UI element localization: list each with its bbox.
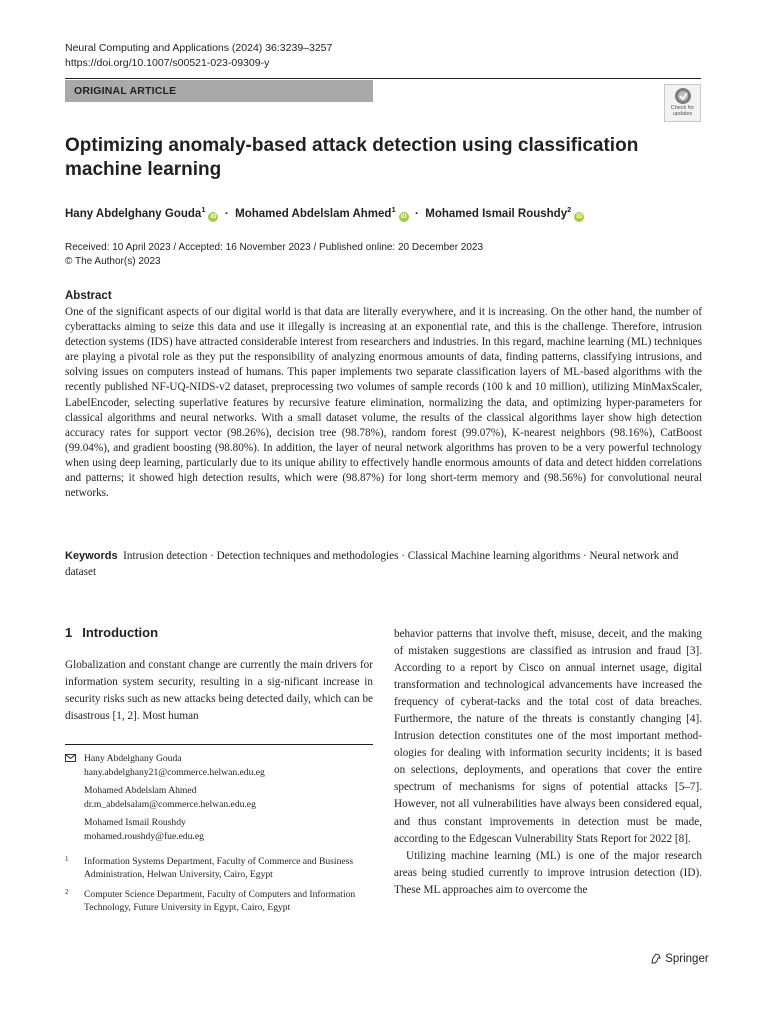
author-name: Hany Abdelghany Gouda <box>65 207 202 220</box>
affiliation-text: Computer Science Department, Faculty of Computers and Information Technology, Future University in Egypt, Cairo, Egypt <box>84 889 356 913</box>
check-updates-icon <box>674 87 692 105</box>
abstract-heading: Abstract <box>65 290 112 302</box>
journal-citation: Neural Computing and Applications (2024) 36:3239–3257 <box>65 42 333 54</box>
footnote-rule <box>65 744 373 745</box>
correspondence-email[interactable]: hany.abdelghany21@commerce.helwan.edu.eg <box>84 767 265 778</box>
intro-right-paragraph-1: behavior patterns that involve theft, misuse, deceit, and the making of mistaken suggestions are classified as intrusion and fraud [3]. According to a report by Cisco on annual internet usage, digital transformation and technological advancements have increased the frequency of cyberat-tacks and the total cost of data breaches. Furthermore, the nature of the threats is constantly changing [4]. Intrusion detection constitutes one of the most important method-ologies for dealing with information security incidents; it is based on selections, deployments, and operations that cover the entire spectrum of mechanisms for signs of potential attacks [5–7]. However, not all vulnerabilities have always been considered equal, and thus constant improvements in detection must be made, according to the Edgescan Vulnerability Stats Report for 2022 [8]. <box>394 628 702 845</box>
copyright-line: © The Author(s) 2023 <box>65 256 161 267</box>
author-list: Hany Abdelghany Gouda$^1$iD · Mohamed Abdelslam Ahmed$^1$iD · Mohamed Ismail Roushdy$^2$iD <box>65 205 583 220</box>
affiliation-text: Information Systems Department, Faculty of Commerce and Business Administration, Helwan University, Cairo, Egypt <box>84 856 354 880</box>
paper-title: Optimizing anomaly-based attack detection using classification machine learning <box>65 135 639 180</box>
author-affiliation-ref: 1 <box>201 205 206 214</box>
section-heading-introduction <box>65 625 158 640</box>
orcid-icon[interactable]: iD <box>400 213 407 220</box>
affiliation-number: 2 <box>65 888 69 896</box>
author-affiliation-ref: 2 <box>567 205 572 214</box>
orcid-icon[interactable]: iD <box>210 213 217 220</box>
correspondence-email[interactable]: dr.m_abdelsalam@commerce.helwan.edu.eg <box>84 799 256 810</box>
keywords <box>65 548 702 580</box>
author-affiliation-ref: 1 <box>391 205 396 214</box>
intro-left-paragraph: Globalization and constant change are currently the main drivers for information system security, resulting in a sig-nificant increase in security risks such as new attacks being detected daily, which can be disastrous [1, 2]. Most human <box>65 659 373 722</box>
keywords-label: Keywords <box>65 550 118 562</box>
author-name: Mohamed Ismail Roushdy <box>425 207 568 220</box>
correspondence-author-2 <box>65 784 365 814</box>
section-title: Introduction <box>82 625 159 640</box>
correspondence-name: Hany Abdelghany Gouda <box>84 753 182 764</box>
correspondence-author-3 <box>65 816 365 846</box>
intro-right-column <box>394 626 702 899</box>
correspondence-name: Mohamed Abdelslam Ahmed <box>84 785 197 796</box>
check-for-updates-badge[interactable] <box>664 84 701 122</box>
author-name: Mohamed Abdelslam Ahmed <box>235 207 392 220</box>
abstract-text: One of the significant aspects of our digital world is that data are literally everywhere, and it is increasing. On the other hand, the number of cyberattacks aiming to seize this data and use it illegally is increasing at an exponential rate, and this is the challenge. Therefore, intrusion detection systems (IDS) have attracted considerable interest from researchers and industries. In this regard, machine learning (ML) techniques are playing a pivotal role as they put the responsibility of analyzing enormous amounts of data, finding patterns, classifying intrusions, and solving issues on computers instead of humans. This paper implements two separate classification layers of ML-based algorithms with the recently published NF-UQ-NIDS-v2 dataset, preprocessing two volumes of sample records (100 k and 10 million), utilizing MinMaxScaler, LabelEncoder, selecting superlative features by recursive feature elimination, normalizing the data, and optimizing hyper-parameters for classical algorithms and neural networks. With a small dataset volume, the results of the classical algorithms layer show high detection accuracy rates for support vector (98.26%), decision tree (98.78%), random forest (99.07%), K-nearest neighbors (98.16%), CatBoost (99.04%), and gradient boosting (98.80%). In addition, the layer of neural network algorithms has proven to be a very powerful technology when using deep learning, particularly due to its unique ability to effectively handle enormous amounts of data and detect hidden correlations and patterns; it showed high detection results, which were (98.87%) for long short-term memory and (98.56%) for convolutional neural networks. <box>65 306 702 500</box>
springer-horse-icon <box>650 952 662 964</box>
header-rule <box>65 78 701 79</box>
intro-right-paragraph-2: Utilizing machine learning (ML) is one of the major research areas being studied currently to improve intrusion detection (ID). These ML approaches aim to overcome the <box>394 849 702 896</box>
correspondence-email[interactable]: mohamed.roushdy@fue.edu.eg <box>84 831 204 842</box>
section-number: 1 <box>65 625 73 640</box>
affiliation-number: 1 <box>65 855 69 863</box>
publication-dates <box>65 241 483 269</box>
affiliation-2 <box>65 888 365 930</box>
doi-link[interactable]: https://doi.org/10.1007/s00521-023-09309-y <box>65 57 270 69</box>
check-updates-label: Check for updates <box>670 105 695 117</box>
dates-line: Received: 10 April 2023 / Accepted: 16 November 2023 / Published online: 20 December 2023 <box>65 242 484 253</box>
publisher-logo <box>650 952 709 965</box>
correspondence-name: Mohamed Ismail Roushdy <box>84 817 186 828</box>
orcid-icon[interactable]: iD <box>576 213 583 220</box>
keywords-text: Intrusion detection · Detection techniques and methodologies · Classical Machine learning algorithms · Neural network and dataset <box>65 550 679 578</box>
publisher-name: Springer <box>665 953 709 965</box>
affiliation-1 <box>65 855 365 885</box>
envelope-icon <box>65 753 76 766</box>
article-type-banner: ORIGINAL ARTICLE <box>65 80 373 102</box>
